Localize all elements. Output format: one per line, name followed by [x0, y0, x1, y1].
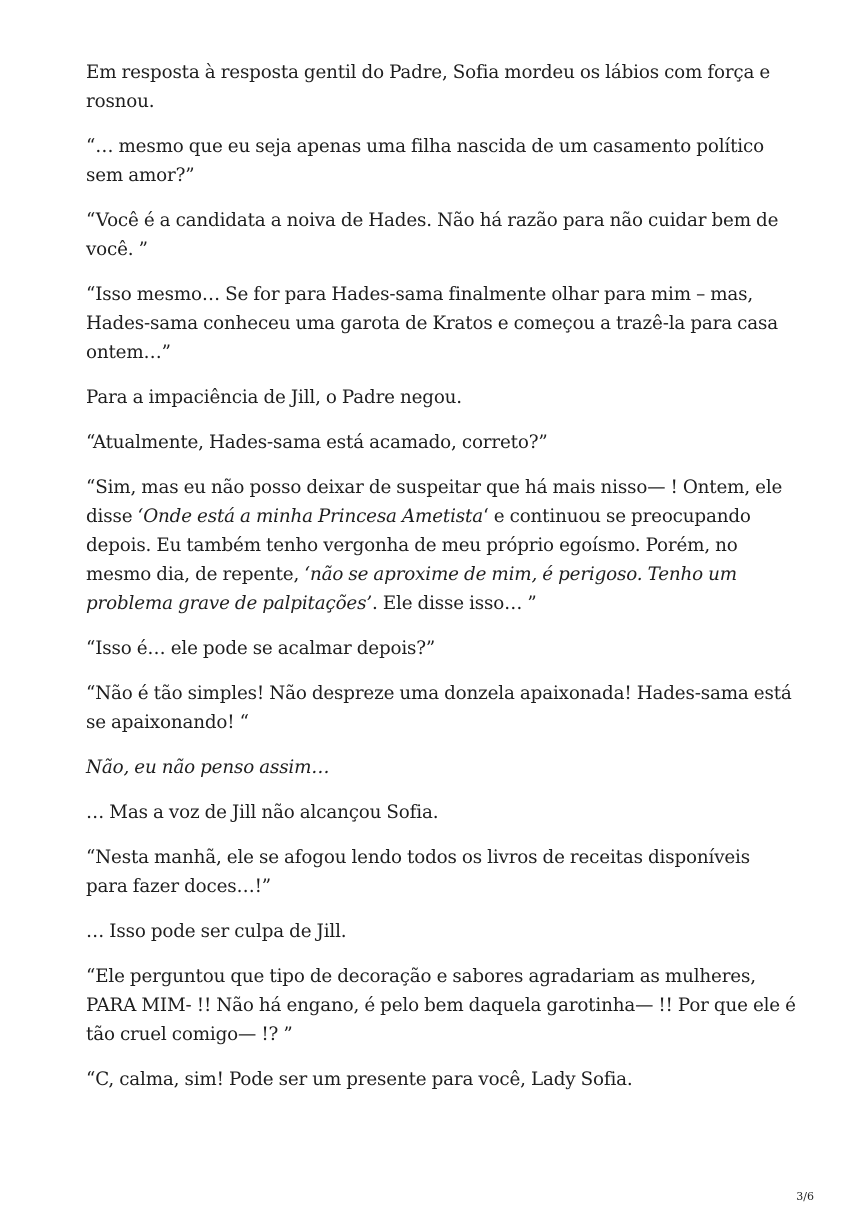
- paragraph: [86, 917, 796, 946]
- text-span: “… mesmo que eu seja apenas uma filha nascida de um casamento político sem amor?”: [86, 136, 764, 186]
- paragraph: [86, 798, 796, 827]
- paragraph: [86, 58, 796, 116]
- text-span: Para a impaciência de Jill, o Padre negou.: [86, 387, 462, 408]
- paragraph: [86, 634, 796, 663]
- paragraph: [86, 206, 796, 264]
- text-span: Em resposta à resposta gentil do Padre, Sofia mordeu os lábios com força e rosnou.: [86, 62, 771, 112]
- italic-text: ‘não se aproxime de mim, é perigoso. Tenho um problema grave de palpitações’: [86, 564, 737, 614]
- paragraph: [86, 962, 796, 1049]
- text-span: “Isso é… ele pode se acalmar depois?”: [86, 638, 436, 659]
- text-span: ‘ e continuou se preocupando depois. Eu também tenho vergonha de meu próprio egoísmo. Porém, no mesmo dia, de repente,: [86, 506, 751, 585]
- paragraph: [86, 843, 796, 901]
- paragraph: [86, 280, 796, 367]
- text-span: “Não é tão simples! Não despreze uma donzela apaixonada! Hades-sama está se apaixonando! “: [86, 683, 792, 733]
- paragraph: [86, 1065, 796, 1094]
- paragraph: [86, 473, 796, 618]
- italic-text: Não, eu não penso assim…: [86, 757, 330, 778]
- paragraph: [86, 679, 796, 737]
- text-span: “Sim, mas eu não posso deixar de suspeitar que há mais nisso— ! Ontem, ele disse: [86, 477, 783, 527]
- text-span: “Isso mesmo… Se for para Hades-sama finalmente olhar para mim – mas, Hades-sama conheceu uma garota de Kratos e começou a trazê-la para casa ontem…”: [86, 284, 778, 363]
- text-span: “Nesta manhã, ele se afogou lendo todos os livros de receitas disponíveis para fazer doces…!”: [86, 847, 750, 897]
- text-span: “C, calma, sim! Pode ser um presente para você, Lady Sofia.: [86, 1069, 633, 1090]
- text-span: . Ele disse isso… ”: [372, 593, 537, 614]
- text-span: “Atualmente, Hades-sama está acamado, correto?”: [86, 432, 548, 453]
- text-span: … Mas a voz de Jill não alcançou Sofia.: [86, 802, 439, 823]
- text-span: “Ele perguntou que tipo de decoração e sabores agradariam as mulheres, PARA MIM- !! Não há engano, é pelo bem daquela garotinha— !! Por que ele é tão cruel comigo— !? ”: [86, 966, 796, 1045]
- paragraph: [86, 753, 796, 782]
- paragraph: [86, 132, 796, 190]
- text-span: … Isso pode ser culpa de Jill.: [86, 921, 347, 942]
- paragraph: [86, 383, 796, 412]
- page-number: 3/6: [796, 1190, 814, 1203]
- italic-text: ‘Onde está a minha Princesa Ametista: [137, 506, 483, 527]
- text-span: “Você é a candidata a noiva de Hades. Não há razão para não cuidar bem de você. ”: [86, 210, 779, 260]
- document-body: [86, 58, 796, 1110]
- paragraph: [86, 428, 796, 457]
